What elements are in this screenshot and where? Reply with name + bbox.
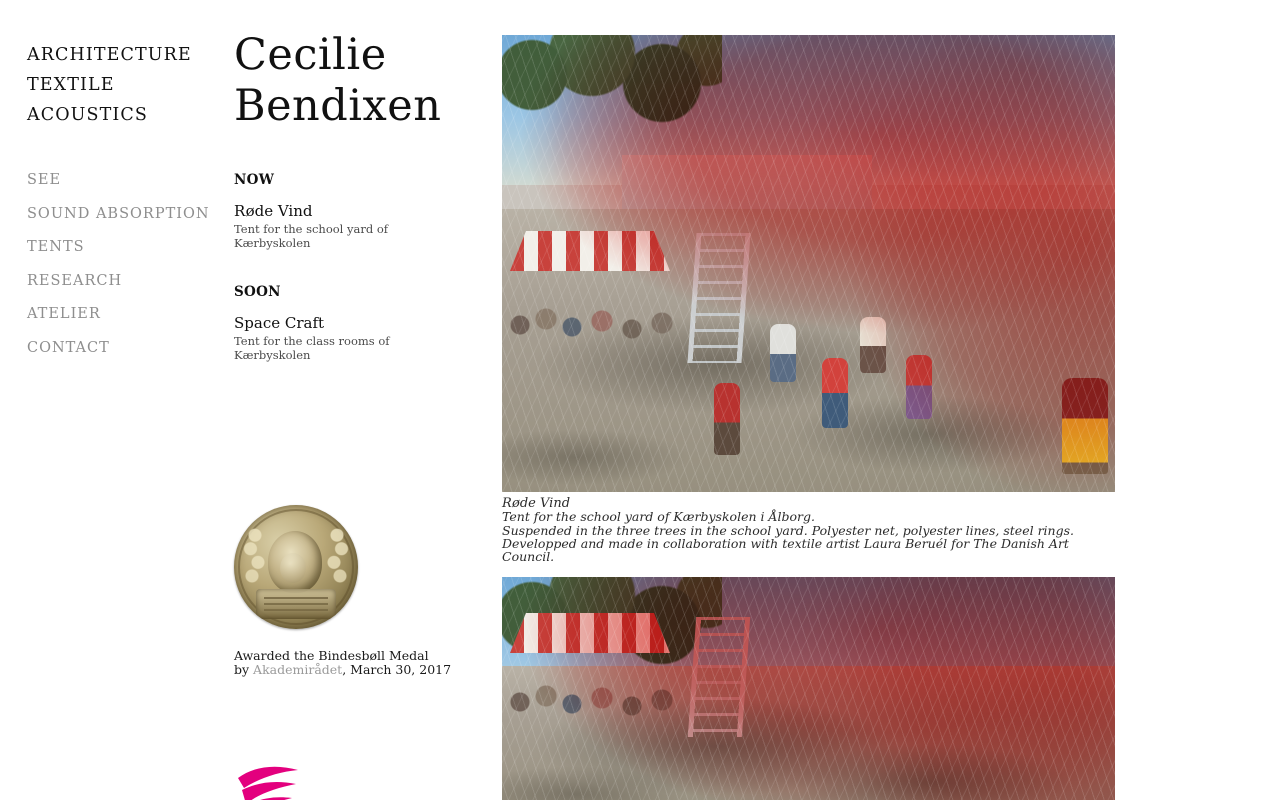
photo-net-lines	[502, 577, 1115, 800]
brand-line-acoustics: ACOUSTICS	[27, 105, 148, 125]
akademiraadet-link[interactable]: Akademirådet	[253, 662, 343, 677]
gallery-column	[502, 35, 1115, 800]
pink-brush-glyph-icon	[236, 762, 300, 800]
medal-inscription	[256, 589, 336, 619]
agenda-now-subtitle: Tent for the school yard of Kærbyskolen	[234, 222, 389, 250]
bindesboll-medal-icon	[234, 505, 358, 629]
award-block	[234, 505, 484, 677]
gallery-spacer	[502, 564, 1115, 577]
agenda-soon-heading: SOON	[234, 284, 281, 300]
award-caption-prefix: by	[234, 662, 254, 677]
main-navigation	[27, 164, 222, 365]
caption-line-credits: Developped and made in collaboration with textile artist Laura Beruél for The Danish Art Council.	[502, 535, 1069, 564]
agenda-soon-title[interactable]: Space Craft	[234, 314, 325, 332]
brand-wordmark	[27, 40, 222, 130]
sidebar-item-sound-absorption[interactable]: SOUND ABSORPTION	[27, 205, 210, 222]
brand-line-architecture: ARCHITECTURE	[27, 45, 192, 65]
photo-caption	[502, 498, 1115, 563]
sidebar-item-see[interactable]: SEE	[27, 172, 62, 188]
sidebar-item-research[interactable]: RESEARCH	[27, 272, 123, 289]
page-title-line1: Cecilie	[234, 30, 387, 80]
sidebar-item-contact[interactable]: CONTACT	[27, 339, 110, 356]
caption-line-title: Røde Vind	[502, 496, 571, 511]
award-caption-suffix: , March 30, 2017	[342, 662, 452, 677]
photo-rode-vind-wide[interactable]	[502, 35, 1115, 492]
page-title-line2: Bendixen	[234, 81, 442, 131]
agenda-soon-subtitle: Tent for the class rooms of Kærbyskolen	[234, 334, 390, 362]
sidebar-item-atelier[interactable]: ATELIER	[27, 306, 101, 322]
award-caption-line1: Awarded the Bindesbøll Medal	[234, 648, 429, 663]
medal-portrait	[268, 531, 322, 593]
photo-rode-vind-detail[interactable]	[502, 577, 1115, 800]
brand-line-textile: TEXTILE	[27, 75, 115, 95]
agenda-block	[234, 172, 484, 362]
caption-line-materials: Suspended in the three trees in the school yard. Polyester net, polyester lines, steel rings.	[502, 522, 1074, 538]
medal-wreath-right	[322, 527, 352, 595]
agenda-now-heading: NOW	[234, 172, 275, 188]
medal-wreath-left	[240, 527, 270, 595]
page-title	[234, 30, 484, 132]
title-and-agenda-column	[234, 30, 484, 362]
award-caption	[234, 649, 484, 677]
caption-line-location: Tent for the school yard of Kærbyskolen i Ålborg.	[502, 509, 815, 525]
sidebar-item-tents[interactable]: TENTS	[27, 239, 85, 255]
agenda-now-title[interactable]: Røde Vind	[234, 202, 313, 220]
sidebar	[27, 40, 222, 365]
photo-net-lines	[502, 35, 1115, 492]
